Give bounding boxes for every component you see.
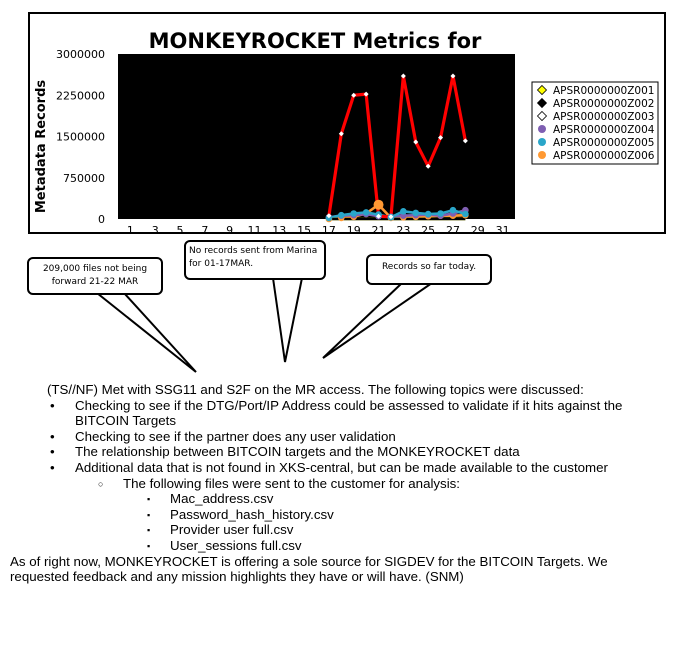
x-tick-label: 15 (297, 224, 312, 236)
x-tick-label: 1 (126, 224, 134, 236)
y-axis-label: Metadata Records (34, 79, 49, 214)
x-tick-label: 21 (371, 224, 386, 236)
topic-item: • Checking to see if the partner does any user validation (10, 429, 650, 445)
file-list (123, 491, 650, 553)
intro-paragraph: (TS//NF) Met with SSG11 and S2F on the MR access. The following topics were discussed: (47, 382, 584, 397)
legend-label: APSR0000000Z001 (553, 85, 655, 97)
topic-item: Additional data that is not found in XKS-central, but can be made available to the customer (75, 459, 608, 475)
x-tick-label: 31 (495, 224, 510, 236)
x-tick-label: 25 (421, 224, 436, 236)
legend-label: APSR0000000Z003 (553, 111, 655, 123)
topic-item: • Checking to see if the DTG/Port/IP Address could be assessed to validate if it hits against the BITCOIN Targets (10, 398, 650, 429)
x-tick-label: 13 (272, 224, 287, 236)
y-tick-label: 3000000 (56, 48, 105, 61)
y-tick-label: 1500000 (56, 130, 105, 144)
callout-records-today: Records so far today. (366, 254, 492, 285)
legend-label: APSR0000000Z006 (553, 150, 655, 162)
topic-item: • The relationship between BITCOIN targets and the MONKEYROCKET data (10, 444, 650, 460)
legend-label: APSR0000000Z005 (553, 137, 655, 149)
file-item: ▪ Provider user full.csv (10, 522, 650, 538)
sub-item-files-sent (10, 476, 650, 554)
sub-item-label: The following files were sent to the customer for analysis: (123, 475, 461, 491)
y-tick-label: 2250000 (56, 89, 105, 103)
legend-label: APSR0000000Z004 (553, 124, 655, 136)
x-tick-label: 9 (226, 224, 234, 236)
chart-title: MONKEYROCKET Metrics for March 2013 (148, 29, 482, 79)
callout-tail-1 (97, 293, 196, 372)
callout-tail-3 (323, 283, 432, 358)
legend-label: APSR0000000Z002 (553, 98, 655, 110)
topic-item-with-sublist (10, 460, 650, 554)
topic-list (10, 398, 650, 554)
x-tick-label: 5 (176, 224, 184, 236)
sub-list (75, 476, 650, 554)
x-tick-label: 7 (201, 224, 209, 236)
y-tick-label: 750000 (63, 171, 105, 185)
file-item: ▪ Mac_address.csv (10, 491, 650, 507)
x-tick-label: 3 (151, 224, 159, 236)
meeting-notes (10, 382, 650, 585)
x-tick-label: 27 (445, 224, 460, 236)
y-tick-label: 0 (98, 213, 105, 226)
file-item: ▪ User_sessions full.csv (10, 538, 650, 554)
file-item: ▪ Password_hash_history.csv (10, 507, 650, 523)
x-tick-label: 19 (346, 224, 361, 236)
x-tick-label: 29 (470, 224, 485, 236)
callout-tail-2 (273, 278, 302, 362)
x-tick-label: 23 (396, 224, 411, 236)
closing-paragraph: As of right now, MONKEYROCKET is offering a sole source for SIGDEV for the BITCOIN Targets. We requested feedback and any mission highlights they have or will have. (SNM) (10, 553, 608, 585)
x-tick-label: 17 (321, 224, 336, 236)
callout-no-records: No records sent from Marina for 01-17MAR. (184, 240, 326, 280)
x-tick-label: 11 (247, 224, 262, 236)
callout-files-not-forwarded: 209,000 files not being forward 21-22 MAR (27, 257, 163, 295)
